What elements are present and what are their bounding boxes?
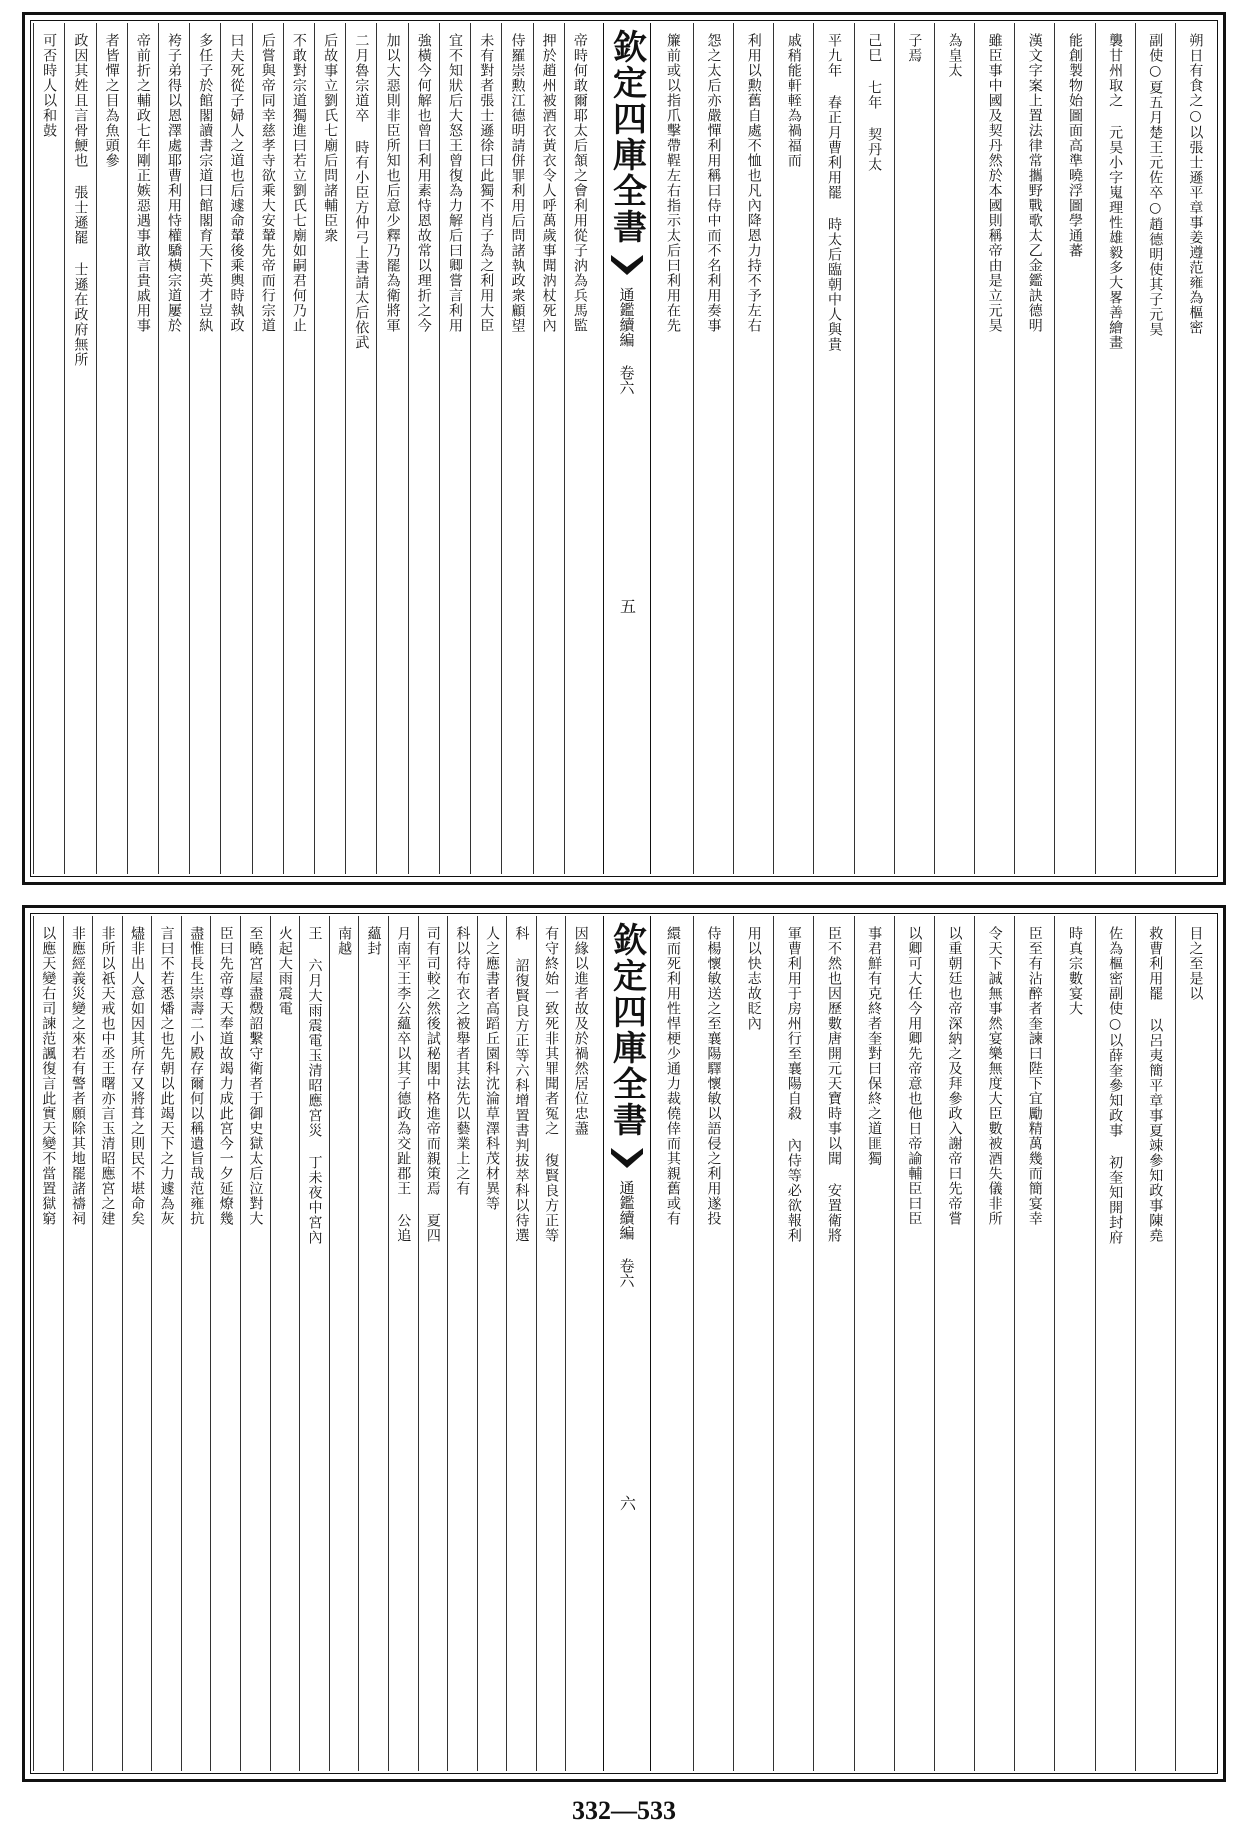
text-column (127, 23, 158, 874)
text-column (564, 23, 595, 874)
column-text: 月南平王李公蘊卒以其子德政為交趾郡王 公追 (395, 926, 412, 1243)
text-column (653, 916, 693, 1771)
column-text: 后故事立劉氏七廟后問諸輔臣衆 (322, 33, 339, 243)
text-column (506, 916, 536, 1771)
column-text: 事君鮮有克終者奎對曰保終之道匪獨 (866, 926, 883, 1166)
text-column (358, 916, 388, 1771)
column-text: 利用以勲舊自處不恤也凡內降恩力持不予左右 (745, 33, 762, 333)
text-column (1135, 23, 1175, 874)
text-column (158, 23, 189, 874)
column-text: 侍羅崇勲江德明請併罪利用后問諸執政衆顧望 (509, 33, 526, 333)
text-column (314, 23, 345, 874)
text-column (854, 916, 894, 1771)
fish-tail-mark-icon (609, 1146, 645, 1170)
text-column (408, 23, 439, 874)
text-column (418, 916, 448, 1771)
text-column (733, 916, 773, 1771)
column-text: 用以快志故眨內 (745, 926, 762, 1031)
column-text: 怨之太后亦嚴憚利用稱曰侍中而不名利用奏事 (705, 33, 722, 333)
text-column (733, 23, 773, 874)
text-column (96, 23, 127, 874)
volume-subtitle: 通鑑續編 卷六 (617, 1180, 636, 1288)
column-text: 繯而死利用性悍梗少通力裁僥倖而其親舊或有 (664, 926, 681, 1226)
text-column (1095, 916, 1135, 1771)
text-column (240, 916, 270, 1771)
page-number: 六 (617, 1495, 637, 1511)
text-column (439, 23, 470, 874)
column-text: 南越 (336, 926, 353, 956)
volume-subtitle: 通鑑續編 卷六 (617, 287, 636, 395)
text-column (477, 916, 507, 1771)
column-text: 因緣以進者故及於禍然居位忠藎 (572, 926, 589, 1136)
text-column (33, 916, 63, 1771)
column-text: 加以大惡則非臣所知也后意少釋乃罷為衛將軍 (384, 33, 401, 333)
column-text: 袴子弟得以恩澤處耶曹利用恃權驕橫宗道屢於 (166, 33, 183, 333)
text-column (1175, 23, 1215, 874)
column-text: 有守終始一致死非其罪聞者冤之 復賢良方正等 (543, 926, 560, 1243)
column-text: 襲甘州取之 元昊小字嵬理性雄毅多大畧善繪畫 (1107, 33, 1124, 350)
upper-spine (603, 23, 651, 874)
column-text: 簾前或以指爪擊帶鞓左右指示太后曰利用在先 (664, 33, 681, 333)
text-column (299, 916, 329, 1771)
column-text: 可否時人以和鼓 (41, 33, 58, 138)
column-text: 臣曰先帝尊天奉道故竭力成此宮今一夕延燎幾 (217, 926, 234, 1226)
text-column (64, 23, 95, 874)
column-text: 強橫今何解也曾曰利用素恃恩故常以理折之今 (415, 33, 432, 333)
text-column (1095, 23, 1135, 874)
column-text: 盡惟長生崇壽二小殿存爾何以稱遺旨哉范雍抗 (188, 926, 205, 1226)
text-column (501, 23, 532, 874)
page-number: 五 (617, 598, 637, 614)
column-text: 己巳 七年 契丹太 (866, 33, 883, 172)
column-text: 火起大雨震電 (276, 926, 293, 1016)
column-text: 多任子於館閣讀書宗道曰館閣育天下英才豈紈 (197, 33, 214, 333)
upper-left-half (33, 23, 595, 874)
column-text: 平九年 春正月曹利用罷 時太后臨朝中人與貴 (826, 33, 843, 352)
column-text: 司有司較之然後試秘閣中格進帝而親策焉 夏四 (424, 926, 441, 1243)
text-column (181, 916, 211, 1771)
column-text: 宜不知狀后大怒王曾復為力解后曰卿嘗言利用 (447, 33, 464, 333)
column-text: 能創製物始圖面高準曉浮圖學通蕃 (1066, 33, 1083, 258)
text-column (773, 916, 813, 1771)
column-text: 二月魯宗道卒 時有小臣方仲弓上書請太后依武 (353, 33, 370, 350)
lower-spine (603, 916, 651, 1771)
text-column (376, 23, 407, 874)
column-text: 以重朝廷也帝深納之及拜參政入謝帝曰先帝嘗 (946, 926, 963, 1226)
text-column (1014, 23, 1054, 874)
column-text: 時真宗數宴大 (1066, 926, 1083, 1016)
text-column (536, 916, 566, 1771)
column-text: 令天下誠無事然宴樂無度大臣數被酒失儀非所 (986, 926, 1003, 1226)
text-column (693, 916, 733, 1771)
text-column (1054, 23, 1094, 874)
text-column (693, 23, 733, 874)
column-text: 后嘗與帝同幸慈孝寺欲乘大安輦先帝而行宗道 (259, 33, 276, 333)
column-text: 子焉 (906, 33, 923, 63)
text-column (122, 916, 152, 1771)
upper-right-half (653, 23, 1215, 874)
column-text: 帝前折之輔政七年剛正嫉惡遇事敢言貴戚用事 (134, 33, 151, 333)
column-text: 科以待布衣之被舉者其法先以藝業上之有 (454, 926, 471, 1196)
column-text: 軍曹利用于房州行至襄陽自殺 內侍等必欲報利 (785, 926, 802, 1243)
text-column (1175, 916, 1215, 1771)
column-text: 言曰不若悉燔之也先朝以此竭天下之力遽為灰 (158, 926, 175, 1226)
text-column (470, 23, 501, 874)
text-column (974, 23, 1014, 874)
text-column (974, 916, 1014, 1771)
column-text: 押於趙州被酒衣黃衣令人呼萬歲事聞汭杖死內 (540, 33, 557, 333)
column-text: 目之至是以 (1187, 926, 1204, 1001)
column-text: 為皇太 (946, 33, 963, 78)
column-text: 臣至有沾醉者奎諫曰陛下宜勵精萬幾而簡宴幸 (1026, 926, 1043, 1226)
text-column (934, 23, 974, 874)
column-text: 漢文字案上置法律常攜野戰歌太乙金鑑訣德明 (1026, 33, 1043, 333)
column-text: 不敢對宗道獨進曰若立劉氏七廟如嗣君何乃止 (290, 33, 307, 333)
column-text: 以卿可大任今用卿先帝意也他日帝諭輔臣曰臣 (906, 926, 923, 1226)
book-title: 欽定四庫全書 (606, 29, 647, 245)
column-text: 者皆憚之目為魚頭參 (103, 33, 120, 168)
text-column (533, 23, 564, 874)
column-text: 副使○夏五月楚王元佐卒○趙德明使其子元昊 (1147, 33, 1164, 337)
text-column (92, 916, 122, 1771)
lower-book-page (22, 905, 1226, 1782)
text-column (220, 23, 251, 874)
text-column (210, 916, 240, 1771)
text-column (447, 916, 477, 1771)
text-column (773, 23, 813, 874)
text-column (388, 916, 418, 1771)
text-column (894, 23, 934, 874)
text-column (189, 23, 220, 874)
text-column (345, 23, 376, 874)
column-text: 非所以祇天戒也中丞王曙亦言玉清昭應宮之建 (99, 926, 116, 1226)
column-text: 帝時何敢爾耶太后頷之會利用從子汭為兵馬監 (571, 33, 588, 333)
text-column (1135, 916, 1175, 1771)
text-column (854, 23, 894, 874)
lower-right-half (653, 916, 1215, 1771)
text-column (151, 916, 181, 1771)
text-column (270, 916, 300, 1771)
column-text: 雖臣事中國及契丹然於本國則稱帝由是立元昊 (986, 33, 1003, 333)
column-text: 曰夫死從子婦人之道也后遽命輦後乘輿時執政 (228, 33, 245, 333)
upper-book-page (22, 12, 1226, 885)
text-column (934, 916, 974, 1771)
column-text: 蘊封 (365, 926, 382, 956)
text-column (1054, 916, 1094, 1771)
text-column (63, 916, 93, 1771)
text-column (813, 23, 853, 874)
text-column (329, 916, 359, 1771)
text-column (894, 916, 934, 1771)
lower-left-half (33, 916, 595, 1771)
column-text: 人之應書者高蹈丘園科沈淪草澤科茂材異等 (483, 926, 500, 1211)
page-footer-number: 332—533 (572, 1796, 676, 1825)
text-column (565, 916, 595, 1771)
text-column (1014, 916, 1054, 1771)
column-text: 以應天變右司諫范諷復言此實天變不當置獄窮 (40, 926, 57, 1226)
column-text: 戚稍能軒輊為禍福而 (785, 33, 802, 168)
column-text: 未有對者張士遜徐曰此獨不肖子為之利用大臣 (478, 33, 495, 333)
text-column (283, 23, 314, 874)
column-text: 侍楊懷敏送之至襄陽驛懷敏以語侵之利用遂投 (705, 926, 722, 1226)
column-text: 王 六月大雨震電玉清昭應宮災 丁未夜中宮內 (306, 926, 323, 1245)
column-text: 至曉宮屋盡燬詔繫守衛者于御史獄太后泣對大 (247, 926, 264, 1226)
text-column (813, 916, 853, 1771)
column-text: 燼非出人意如因其所存又將葺之則民不堪命矣 (129, 926, 146, 1226)
fish-tail-mark-icon (609, 253, 645, 277)
text-column (653, 23, 693, 874)
book-title: 欽定四庫全書 (606, 922, 647, 1138)
column-text: 非應經義災變之來若有警者願除其地罷諸禱祠 (69, 926, 86, 1226)
text-column (33, 23, 64, 874)
column-text: 臣不然也因歷數唐開元天寶時事以聞 安置衛將 (826, 926, 843, 1243)
column-text: 政因其姓且言骨鯁也 張士遜罷 士遜在政府無所 (72, 33, 89, 367)
column-text: 救曹利用罷 以呂夷簡平章事夏竦參知政事陳堯 (1147, 926, 1164, 1243)
column-text: 朔日有食之○以張士遜平章事姜遵范雍為樞密 (1187, 33, 1204, 335)
text-column (252, 23, 283, 874)
column-text: 佐為樞密副使○以薛奎參知政事 初奎知開封府 (1107, 926, 1124, 1245)
column-text: 科 詔復賢良方正等六科增置書判拔萃科以待選 (513, 926, 530, 1243)
